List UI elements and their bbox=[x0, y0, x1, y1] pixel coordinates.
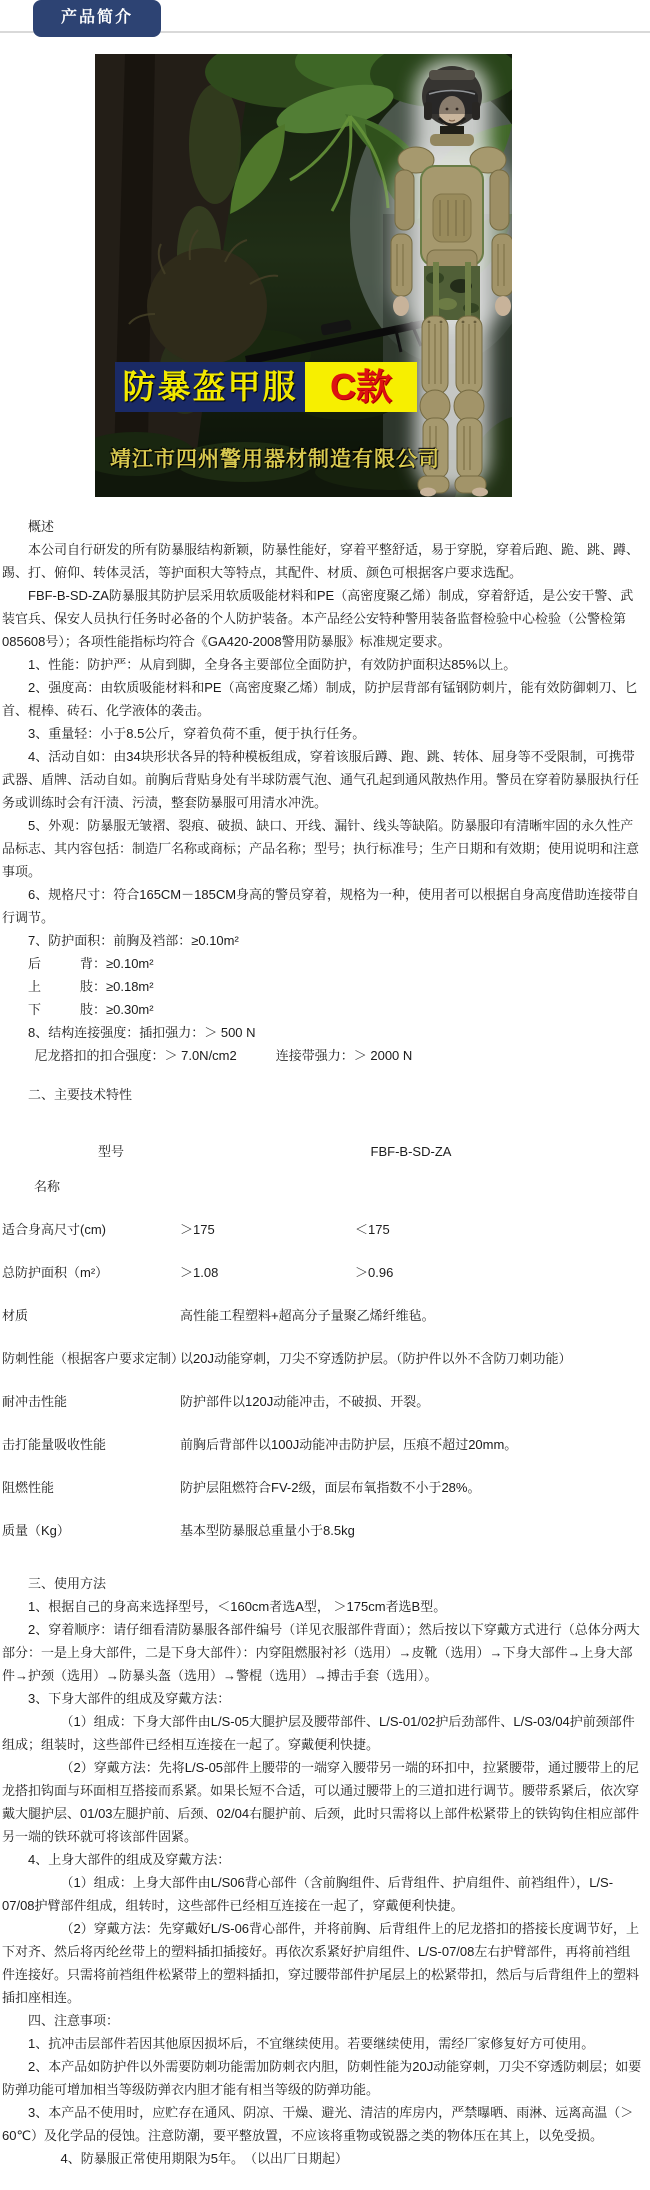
spec-label: 质量（Kg） bbox=[2, 1523, 70, 1538]
note-item: 3、本产品不使用时，应贮存在通风、阴凉、干燥、避光、清洁的库房内，严禁曝晒、雨淋、远离高温（＞60℃）及化学品的侵蚀。注意防潮，要平整放置，不应该将重物或锐器之类的物体压在其上，以免受损。 bbox=[2, 2105, 634, 2143]
usage-item: 3、下身大部件的组成及穿戴方法： bbox=[28, 1691, 231, 1706]
spec-header-name: 名称 bbox=[34, 1179, 61, 1194]
usage-subitem: （1）组成：下身大部件由L/S-05大腿护层及腰带部件、L/S-01/02护后劲部件、L/S-03/04护前颈部件组成；组装时，这些部件已经相互连接在一起了。穿戴便利快捷。 bbox=[2, 1714, 635, 1752]
table-header-row bbox=[2, 1130, 642, 1208]
banner-variant-badge: C款 bbox=[305, 362, 417, 412]
note-item: 1、抗冲击层部件若因其他原因损坏后，不宜继续使用。若要继续使用，需经厂家修复好方可使用。 bbox=[28, 2036, 595, 2051]
usage-subitem: （1）组成：上身大部件由L/S06背心部件（含前胸组件、后背组件、护肩组件、前裆组件），L/S-07/08护臂部件组成，组转时，这些部件已经相互连接在一起了，穿戴便利快捷。 bbox=[2, 1875, 614, 1913]
protection-area-line: 后 背：≥0.10m² bbox=[28, 956, 154, 971]
feature-item: 6、规格尺寸：符合165CM－185CM身高的警员穿着，规格为一种，使用者可以根据自身高度借助连接带自行调节。 bbox=[2, 887, 640, 925]
table-row bbox=[2, 1251, 642, 1294]
usage-item: 2、穿着顺序：请仔细看清防暴服各部件编号（详见衣服部件背面）；然后按以下穿戴方式进行（总体分两大部分：一是上身大部件，二是下身大部件）：内穿阻燃服衬衫（选用）→皮靴（选用）→下身大部件→上身大部件→护颈（选用）→防暴头盔（选用）→警棍（选用）→搏击手套（选用）。 bbox=[2, 1622, 640, 1683]
spec-value: ＜175 bbox=[355, 1222, 390, 1237]
table-row bbox=[2, 1380, 642, 1423]
usage-item: 1、根据自己的身高来选择型号，＜160cm者选A型， ＞175cm者选B型。 bbox=[28, 1599, 447, 1614]
feature-item: 7、防护面积：前胸及裆部：≥0.10m² bbox=[28, 933, 239, 948]
company-name: 靖江市四州警用器材制造有限公司 bbox=[110, 447, 440, 471]
spec-header-model: 型号 bbox=[97, 1144, 124, 1159]
usage-subitem: （2）穿戴方法：先将L/S-05部件上腰带的一端穿入腰带另一端的环扣中，拉紧腰带，通过腰带上的尼龙搭扣钩面与环面相互搭接而系紧。如果长短不合适，可以通过腰带上的三道扣进行调节。腰带系紧后，依次穿戴大腿护层、01/03左腿护前、后颈、02/04右腿护前、后颈，此时只需将以上部件松紧带上的铁钩钩住相应部件另一端的铁环就可将该部件固紧。 bbox=[2, 1760, 640, 1844]
spec-value: 防护层阻燃符合FV-2级，面层布氧指数不小于28%。 bbox=[180, 1480, 481, 1495]
protection-area-line: 上 肢：≥0.18m² bbox=[28, 979, 154, 994]
overview-paragraph: FBF-B-SD-ZA防暴服其防护层采用软质吸能材料和PE（高密度聚乙烯）制成，穿着舒适，是公安干警、武装官兵、保安人员执行任务时必备的个人防护装备。本产品经公安特种警用装备监督检验中心检验（公警检第085608号）；各项性能指标均符合《GA420-2008警用防暴服》标准规定要求。 bbox=[2, 588, 634, 649]
spec-label: 防刺性能（根据客户要求定制） bbox=[2, 1351, 185, 1366]
spec-model-value: FBF-B-SD-ZA bbox=[370, 1144, 452, 1159]
table-row bbox=[2, 1337, 642, 1380]
hero-banner bbox=[115, 362, 417, 412]
strength-line: 8、结构连接强度：插扣强力：＞ 500 N bbox=[28, 1025, 256, 1040]
usage-item: 4、上身大部件的组成及穿戴方法： bbox=[28, 1852, 231, 1867]
spec-label: 总防护面积（m²） bbox=[2, 1265, 109, 1280]
table-row bbox=[2, 1466, 642, 1509]
spec-label: 阻燃性能 bbox=[2, 1480, 55, 1495]
section-heading-usage: 三、使用方法 bbox=[28, 1576, 107, 1591]
feature-item: 5、外观：防暴服无皱褶、裂痕、破损、缺口、开线、漏针、线头等缺陷。防暴服印有清晰牢固的永久性产品标志、其内容包括：制造厂名称或商标；产品名称；型号；执行标准号；生产日期和有效期；使用说明和注意事项。 bbox=[2, 818, 640, 879]
feature-item: 2、强度高：由软质吸能材料和PE（高密度聚乙烯）制成，防护层背部有锰钢防刺片，能有效防御刺刀、匕首、棍棒、砖石、化学液体的袭击。 bbox=[2, 680, 638, 718]
overview-paragraph: 本公司自行研发的所有防暴服结构新颖，防暴性能好，穿着平整舒适，易于穿脱，穿着后跑、跪、跳、蹲、踢、打、俯仰、转体灵活，等护面积大等特点，其配件、材质、颜色可根据客户要求选配。 bbox=[2, 542, 640, 580]
spec-value: 防护部件以120J动能冲击，不破损、开裂。 bbox=[180, 1394, 430, 1409]
spec-value: ＞0.96 bbox=[355, 1265, 394, 1280]
spec-label: 击打能量吸收性能 bbox=[2, 1437, 107, 1452]
table-row bbox=[2, 1423, 642, 1466]
header-tab-bar bbox=[0, 0, 650, 33]
usage-subitem: （2）穿戴方法：先穿戴好L/S-06背心部件，并将前胸、后背组件上的尼龙搭扣的搭接长度调节好，上下对齐、然后将丙纶丝带上的塑料插扣插接好。再依次系紧好护肩组件、L/S-07/08左右护臂部件，再将前裆组件连接好。只需将前裆组件松紧带上的塑料插扣，穿过腰带部件护尾层上的松紧带扣，然后与后背组件上的塑料插扣座相连。 bbox=[2, 1921, 640, 2005]
table-row bbox=[2, 1294, 642, 1337]
product-description bbox=[0, 497, 650, 2190]
overview-heading: 概述 bbox=[28, 519, 55, 534]
banner-product-title: 防暴盔甲服 bbox=[115, 362, 305, 412]
spec-value: 基本型防暴服总重量小于8.5kg bbox=[180, 1523, 355, 1538]
feature-item: 4、活动自如：由34块形状各异的特种模板组成，穿着该服后蹲、跑、跳、转体、屈身等不受限制，可携带武器、盾牌、活动自如。前胸后背贴身处有半球防震气泡、通气孔起到通风散热作用。警员在穿着防暴服执行任务或训练时会有汗渍、污渍，整套防暴服可用清水冲洗。 bbox=[2, 749, 640, 810]
section-heading-tech: 二、主要技术特性 bbox=[28, 1087, 133, 1102]
strength-line: 尼龙搭扣的扣合强度：＞ 7.0N/cm2 连接带强力：＞ 2000 N bbox=[34, 1048, 413, 1063]
jungle-scene-illustration bbox=[95, 54, 512, 497]
product-photo bbox=[95, 54, 512, 497]
spec-label: 适合身高尺寸(cm) bbox=[2, 1222, 106, 1237]
feature-item: 3、重量轻：小于8.5公斤，穿着负荷不重，便于执行任务。 bbox=[28, 726, 366, 741]
note-item: 2、本产品如防护件以外需要防刺功能需加防刺衣内胆，防刺性能为20J动能穿刺，刀尖不穿透防刺层；如要防弹功能可增加相当等级防弹衣内胆才能有相当等级的防弹功能。 bbox=[2, 2059, 642, 2097]
table-row bbox=[2, 1509, 642, 1552]
tab-product-intro[interactable]: 产品简介 bbox=[33, 0, 161, 37]
spec-value: 高性能工程塑料+超高分子量聚乙烯纤维毡。 bbox=[180, 1308, 435, 1323]
protection-area-line: 下 肢：≥0.30m² bbox=[28, 1002, 154, 1017]
spec-value: ＞175 bbox=[180, 1222, 215, 1237]
tech-specs-table bbox=[2, 1130, 642, 1552]
spec-value: 以20J动能穿刺，刀尖不穿透防护层。（防护件以外不含防刀刺功能） bbox=[180, 1351, 572, 1366]
spec-value: ＞1.08 bbox=[180, 1265, 219, 1280]
section-heading-notes: 四、注意事项： bbox=[28, 2013, 120, 2028]
spec-value: 前胸后背部件以100J动能冲击防护层，压痕不超过20mm。 bbox=[180, 1437, 518, 1452]
spec-label: 材质 bbox=[2, 1308, 29, 1323]
table-row bbox=[2, 1208, 642, 1251]
spec-label: 耐冲击性能 bbox=[2, 1394, 68, 1409]
feature-item: 1、性能：防护严：从肩到脚，全身各主要部位全面防护，有效防护面积达85%以上。 bbox=[28, 657, 517, 672]
note-item: 4、防暴服正常使用期限为5年。 （以出厂日期起） bbox=[60, 2151, 348, 2166]
